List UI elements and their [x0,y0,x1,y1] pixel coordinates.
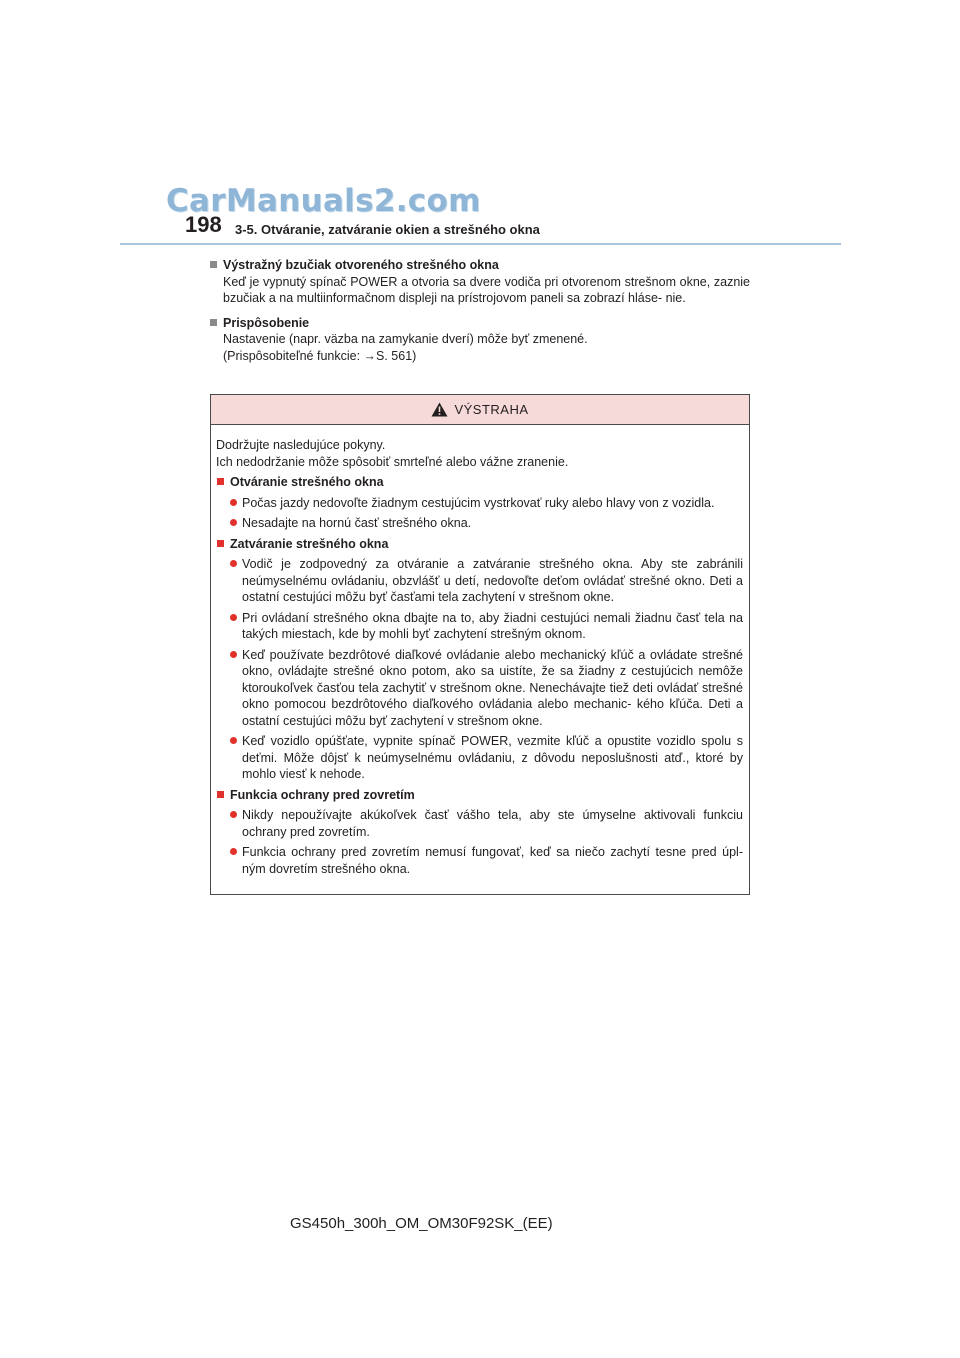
warning-bullet: Počas jazdy nedovoľte žiadnym cestujúcim vystrkovať ruky alebo hlavy von z vozidla. [230,495,743,512]
red-dot-icon [230,499,237,506]
red-square-bullet-icon [217,478,224,485]
section-buzzer [210,257,750,307]
square-bullet-icon [210,261,217,268]
section-customization [210,315,750,365]
red-dot-icon [230,519,237,526]
warning-bullet: Nesadajte na hornú časť strešného okna. [230,515,743,532]
warning-box [210,394,750,895]
red-dot-icon [230,651,237,658]
page-number: 198 [185,212,222,237]
warning-intro: Dodržujte nasledujúce pokyny. Ich nedodržanie môže spôsobiť smrteľné alebo vážne zranenie. [216,438,569,469]
section-body: Keď je vypnutý spínač POWER a otvoria sa dvere vodiča pri otvorenom strešnom okne, zaznie bzučiak a na multiinformačnom displeji na prístrojovom paneli sa zobrazí hláse- nie. [223,274,750,305]
warning-triangle-icon [431,402,448,417]
warning-bullet: Nikdy nepoužívajte akúkoľvek časť vášho tela, aby ste úmyselne aktivovali funkciu ochrany pred zovretím. [230,807,743,840]
warning-group-title: Otváranie strešného okna [216,474,743,491]
red-dot-icon [230,614,237,621]
warning-bullet: Keď používate bezdrôtové diaľkové ovládanie alebo mechanický kľúč a ovládate strešné okno, ovládajte strešné okno potom, ako sa uistíte, že sa žiadny z cestujúcich nemôže ktoroukoľvek časťou tela zachytiť v strešnom okne. Nenechávajte tiež deti ovládať strešné okno pomocou bezdrôtového diaľkového ovládania alebo mechanic- kého kľúča. Deti a ostatní cestujúci môžu byť zachytení v strešnom okne. [230,647,743,730]
red-square-bullet-icon [217,540,224,547]
section-body: Nastavenie (napr. väzba na zamykanie dverí) môže byť zmenené. (Prispôsobiteľné funkcie: →S. 561) [223,331,750,364]
warning-header [211,395,749,425]
red-dot-icon [230,848,237,855]
red-dot-icon [230,811,237,818]
carmanuals-watermark: CarManuals2.com [166,183,481,219]
red-square-bullet-icon [217,791,224,798]
warning-bullet: Pri ovládaní strešného okna dbajte na to, aby žiadni cestujúci nemali žiadnu časť tela na takých miestach, kde by mohli byť zachytení strešným oknom. [230,610,743,643]
warning-bullet: Keď vozidlo opúšťate, vypnite spínač POWER, vezmite kľúč a opustite vozidlo spolu s deťmi. Môže dôjsť k neúmyselnému ovládaniu, z dôvodu neposlušnosti atď., ktoré by mohlo viesť k nehode. [230,733,743,783]
red-dot-icon [230,560,237,567]
warning-body [211,425,749,877]
section-title: Výstražný bzučiak otvoreného strešného okna [210,257,750,274]
chapter-title: 3-5. Otváranie, zatváranie okien a strešného okna [235,222,540,237]
square-bullet-icon [210,319,217,326]
warning-group-title: Funkcia ochrany pred zovretím [216,787,743,804]
warning-bullet: Funkcia ochrany pred zovretím nemusí fungovať, keď sa niečo zachytí tesne pred úpl- ným dovretím strešného okna. [230,844,743,877]
header-divider [120,243,841,245]
warning-group-title: Zatváranie strešného okna [216,536,743,553]
section-title: Prispôsobenie [210,315,750,332]
red-dot-icon [230,737,237,744]
page-reference-link[interactable]: (Prispôsobiteľné funkcie: →S. 561) [223,348,417,363]
warning-heading: VÝSTRAHA [454,402,529,417]
warning-bullet: Vodič je zodpovedný za otváranie a zatváranie strešného okna. Aby ste zabránili neúmyselnému ovládaniu, obzvlášť u detí, nedovoľte deťom ovládať strešné okno. Deti a ostatní cestujúci môžu byť časťami tela zachytení v strešnom okne. [230,556,743,606]
main-content [210,257,750,364]
document-code-footer: GS450h_300h_OM_OM30F92SK_(EE) [290,1215,553,1232]
